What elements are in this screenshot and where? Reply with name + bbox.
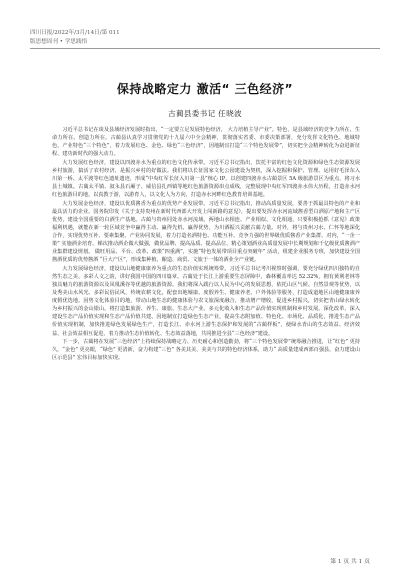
paragraph-green-economy: 大力发展绿色经济，建设以山地健康康养为重点的生态价值实现统筹带。习近平总书记考川视察时强调，要充分绿优四川独特的自然生态之美、多彩人文之韵，讲好我国中国的四川篇章。古蔺处于长江上游重要生态屏障中，森林覆盖率达 52.32%，拥有黄荆老林等独具魅力的旅游资源以及凤凰溪谷等优越的旅游资源。我们将深入践行以人民为中心的发展思想，依托山区气候、自然景观等优势，以及秀美山水风光、多彩民俗民风、传统农耕文化，配套出地墟康、度假养生、健康养老、户外体验等服务，打造成道地区山地健康康养度假优选地。因势文化体验目的地，带动山地生态的健康体验与农文旅深度融合，推动增产增收，促进乡村振兴，切实把青山绿水转化为乡村振兴的金山银山。将打造集旅游、养生、康旅、生态大产业、多元化收入和生态产品价值实现机制和乡村发展、深化改革，深入建设生态产品价值实现和生态产品价值共建、因地制宜打造绿色生态产业，提高生态附加值、特色化、市场化、品质化，推进生态产品价值实现机制，加快推进绿色发展绿色生产，打造长江、赤水河上游生态保护和发展的“古蔺样板”，使绿水青山的生态效益、经济效益、社会效益相互促进，着力推动生态价值转化、生态效益落地，共同推进全县“三色经济”建设。 xyxy=(52,265,360,337)
section-line: 版思想周刊 • 学思践悟 xyxy=(30,39,88,45)
paragraph-intro: 习近平总书记在谈及县域经济发展时指出，“一定要立足发展特色经济， 大力培植主导产业”。特色，是县域经济的竞争力所在、生命力所在、创造力所在。古蔺县认真学习贯彻党的十九届六中全会精神，贯彻落实省委、市委决策部署，充分发挥文化特色、地域特色、产业特色“三个特色”，着力发展红色、金色、绿色“三色经济”，因地制宜打造“三个特色发展带”，切实把全会精神转化为奋进新征程、建功新时代的强大动力。 xyxy=(52,127,360,158)
paragraph-red-economy: 大力发展红色经济，建设以四渡赤水为重点的红色文化传承带。习近平总书记指出，饮托丰富的红色文化资源和绿色生态资源发展乡村旅游，搞活了农村经济，是振兴乡村的好做法。我们将以长征国家文化公园建设为契机，深入挖掘和保护、管理、运用好毛泽东入川第一桥、太平渡等红色遗址遗迹，形成“中央红军长征入川第一县”核心 IP，以创建四渡赤水古蔺景区 5A 级旅游景区为重点，将习水县土城镇、古蔺太平镇、叙永县石厢子、威信县扎西镇等地红色旅游资源串点成线，完整展现中央红军四渡赤水伟大历程，打造赤水河红色旅游目的地。以真教于游，以游育人，以文化人为方向，打造赤水河畔红色教育培训基地。 xyxy=(52,159,360,199)
publication-source-line: 四川日报/2022年/3月/14日/第 011 xyxy=(30,30,120,36)
article-author: 古蔺县委书记 任晓波 xyxy=(168,109,242,118)
paragraph-gold-economy: 大力发展金色经济，建设以优质酱香为重点的优势产业发展带。习近平总书记指出，推动高质量发展，要善于抓最具特色的产业和最具活力的企业。国务院印发《关于支持贵州在新时代西部大开发上闯新路的意见》，提出要发挥赤水河流域酱香型白酒原产地和主产区优势，建设全国重要的白酒生产基地。古蔺与贵州同处赤水河流域，两地山水相连、产业相似、文化相通，只要积极抢抓《意见》政策福利机遇，就能在新一轮区域竞争中赢得主动、赢得先机、赢得优势，为川酒振兴贡献古蔺力量。对外，将与贵州习水、仁怀等地深化合作，实现优势互补、要素集聚、产业协同发展，着力打造名酒特色、功能互补、竞争力强的世界级优质酱香产业集群、对内，“一企一策” 实施酒企培育、梯次推动酒企做大做强，做优品牌、提高品质、提高品位、精心策划酒业高质量发展中长期规划和千亿级优质酱酒产业集群建设规划。 做旺用品、平台、改革、政策“四重满”，实施“特色发展带项目重点突破年” 活动，组建企业服务专班，加快建设全国酱酒优质的优势酱酒 “巨大产区”，形成集种植、酿造、商贸、文旅于一体的酒业全产业链。 xyxy=(52,200,360,264)
paragraph-conclusion: 下一步，古蔺将在发展“三色经济”上持续保持战略定力、历史耐心和创造勤劲，将“三个特色发展带”统筹融合推进，让“红色” 更持久，“金色” 更亮眼，“绿色” 更清新，奋力构建“三色” 各美其美、美美与共的特色经济体系，助力“ 高质量建成西部百强县、奋力建设山区示范县” 宏伟目标加快实现。 xyxy=(52,339,360,362)
page-number: 第 1 页 共 1 页 xyxy=(330,559,370,565)
header-divider xyxy=(30,48,380,49)
article-body xyxy=(52,126,360,362)
article-title: 保持战略定力 激活“ 三色经济” xyxy=(116,82,294,96)
